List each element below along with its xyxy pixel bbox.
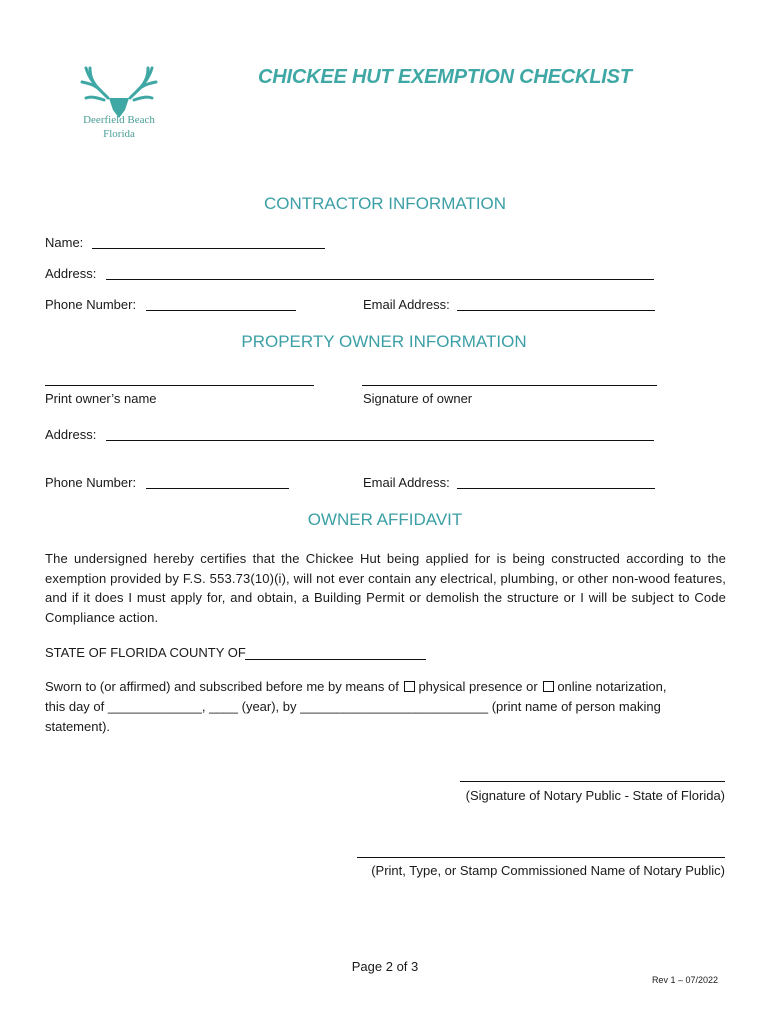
notary-name-field[interactable] xyxy=(357,857,725,858)
physical-presence-checkbox[interactable] xyxy=(404,681,415,692)
page-number: Page 2 of 3 xyxy=(351,959,419,974)
owner-address-field[interactable] xyxy=(106,440,654,441)
owner-section-heading: PROPERTY OWNER INFORMATION xyxy=(241,332,527,351)
owner-print-name-field[interactable] xyxy=(45,385,314,386)
physical-presence-label: physical presence or xyxy=(418,679,538,694)
affidavit-section-heading: OWNER AFFIDAVIT xyxy=(307,510,463,529)
county-field[interactable] xyxy=(245,659,426,660)
online-notarization-label: online notarization, xyxy=(557,679,667,694)
contractor-section-heading: CONTRACTOR INFORMATION xyxy=(263,194,507,213)
page-title: CHICKEE HUT EXEMPTION CHECKLIST xyxy=(258,66,632,88)
contractor-phone-field[interactable] xyxy=(146,310,296,311)
contractor-name-field[interactable] xyxy=(92,248,325,249)
owner-phone-field[interactable] xyxy=(146,488,289,489)
contractor-address-field[interactable] xyxy=(106,279,654,280)
logo-subtext: Florida xyxy=(103,128,135,140)
affidavit-paragraph: The undersigned hereby certifies that the Chickee Hut being applied for is being constructed according to the exemption provided by F.S. 553.73(10)(i), will not ever contain any electrical, plumbing, or other non-wood features, and if it does I must apply for, and obtain, a Building Permit or demolish the structure or I will be subject to Code Compliance action. xyxy=(45,551,726,625)
sworn-statement-end: statement). xyxy=(45,719,111,734)
owner-signature-field[interactable] xyxy=(362,385,657,386)
owner-signature-label: Signature of owner xyxy=(363,391,473,406)
revision-label: Rev 1 – 07/2022 xyxy=(651,975,718,985)
owner-email-label: Email Address: xyxy=(363,475,450,490)
owner-phone-label: Phone Number: xyxy=(45,475,137,490)
contractor-phone-label: Phone Number: xyxy=(45,297,137,312)
notary-name-label: (Print, Type, or Stamp Commissioned Name of Notary Public) xyxy=(371,863,725,878)
contractor-email-field[interactable] xyxy=(457,310,655,311)
logo-text: Deerfield Beach xyxy=(83,114,155,126)
sworn-statement xyxy=(45,677,735,737)
sworn-date-line: this day of _____________, ____ (year), by __________________________ (print name of person making xyxy=(45,699,661,714)
notary-signature-field[interactable] xyxy=(460,781,725,782)
state-county-label: STATE OF FLORIDA COUNTY OF xyxy=(45,645,246,660)
owner-email-field[interactable] xyxy=(457,488,655,489)
notary-signature-label: (Signature of Notary Public - State of Florida) xyxy=(465,788,725,803)
contractor-address-label: Address: xyxy=(45,266,97,281)
owner-print-name-label: Print owner’s name xyxy=(45,391,157,406)
sworn-text: Sworn to (or affirmed) and subscribed before me by means of xyxy=(45,679,399,694)
contractor-email-label: Email Address: xyxy=(363,297,450,312)
online-notarization-checkbox[interactable] xyxy=(543,681,554,692)
owner-address-label: Address: xyxy=(45,427,97,442)
contractor-name-label: Name: xyxy=(45,235,84,250)
